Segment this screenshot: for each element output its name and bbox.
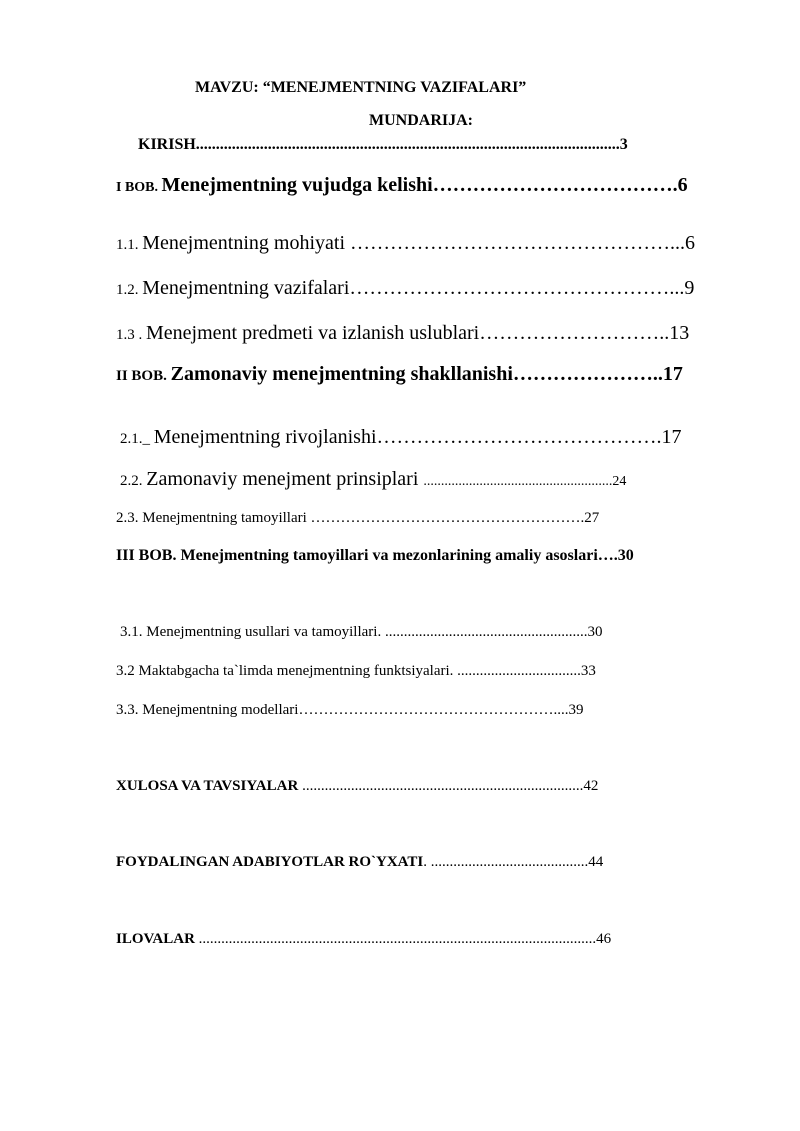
xulosa-title: XULOSA VA TAVSIYALAR [116, 778, 299, 794]
ilovalar-title: ILOVALAR [116, 931, 195, 947]
entry-dots: ......................................................24 [423, 474, 627, 489]
toc-entry-2-1 [120, 427, 682, 447]
entry-number: 1.2. [116, 282, 143, 298]
entry-text: Menejmentning vazifalari…………………………………………...9 [142, 277, 695, 299]
bob1-title: Menejmentning vujudga kelishi……………………………….6 [161, 174, 688, 196]
toc-entry-foydalingan [116, 855, 603, 870]
ilovalar-dots: ..........................................................................................................46 [194, 931, 612, 947]
entry-text: Menejment predmeti va izlanish uslublari………………………..13 [146, 322, 690, 344]
topic-title: MAVZU: “MENEJMENTNING VAZIFALARI” [195, 79, 527, 96]
toc-entry-3-2: 3.2 Maktabgacha ta`limda menejmentning funktsiyalari. .................................33 [116, 663, 596, 679]
entry-number: 2.1._ [120, 431, 154, 447]
entry-text: Menejmentning rivojlanishi…………………………………….17 [153, 426, 682, 448]
toc-entry-xulosa [116, 779, 598, 794]
entry-text: Zamonaviy menejment prinsiplari [146, 468, 424, 490]
toc-entry-1-2 [116, 278, 694, 298]
toc-entry-bob3: III BOB. Menejmentning tamoyillari va mezonlarining amaliy asoslari….30 [116, 547, 634, 564]
toc-entry-3-3: 3.3. Menejmentning modellari……………………………………………....39 [116, 702, 584, 718]
foydalingan-title: FOYDALINGAN ADABIYOTLAR RO`YXATI [116, 854, 424, 870]
toc-entry-bob1 [116, 175, 688, 195]
bob2-prefix: II BOB. [116, 368, 171, 384]
entry-number: 2.2. [120, 473, 147, 489]
toc-heading: MUNDARIJA: [369, 112, 473, 129]
entry-text: Menejmentning mohiyati …………………………………………...6 [142, 232, 695, 254]
toc-entry-3-1: 3.1. Menejmentning usullari va tamoyillari. ......................................................30 [120, 624, 603, 640]
entry-number: 1.3 . [116, 327, 146, 343]
bob2-title: Zamonaviy menejmentning shakllanishi…………………..17 [170, 363, 683, 385]
toc-entry-1-3 [116, 323, 689, 343]
entry-number: 1.1. [116, 237, 143, 253]
toc-entry-ilovalar [116, 932, 611, 947]
bob1-prefix: I BOB. [116, 180, 162, 195]
toc-entry-2-3: 2.3. Menejmentning tamoyillari ……………………………………………….27 [116, 510, 600, 526]
toc-entry-1-1 [116, 233, 695, 253]
toc-entry-kirish: KIRISH..........................................................................................................3 [138, 136, 628, 153]
toc-entry-bob2 [116, 364, 683, 384]
xulosa-dots: ...........................................................................42 [298, 778, 599, 794]
foydalingan-dots: . ..........................................44 [423, 854, 604, 870]
toc-entry-2-2 [120, 469, 626, 489]
